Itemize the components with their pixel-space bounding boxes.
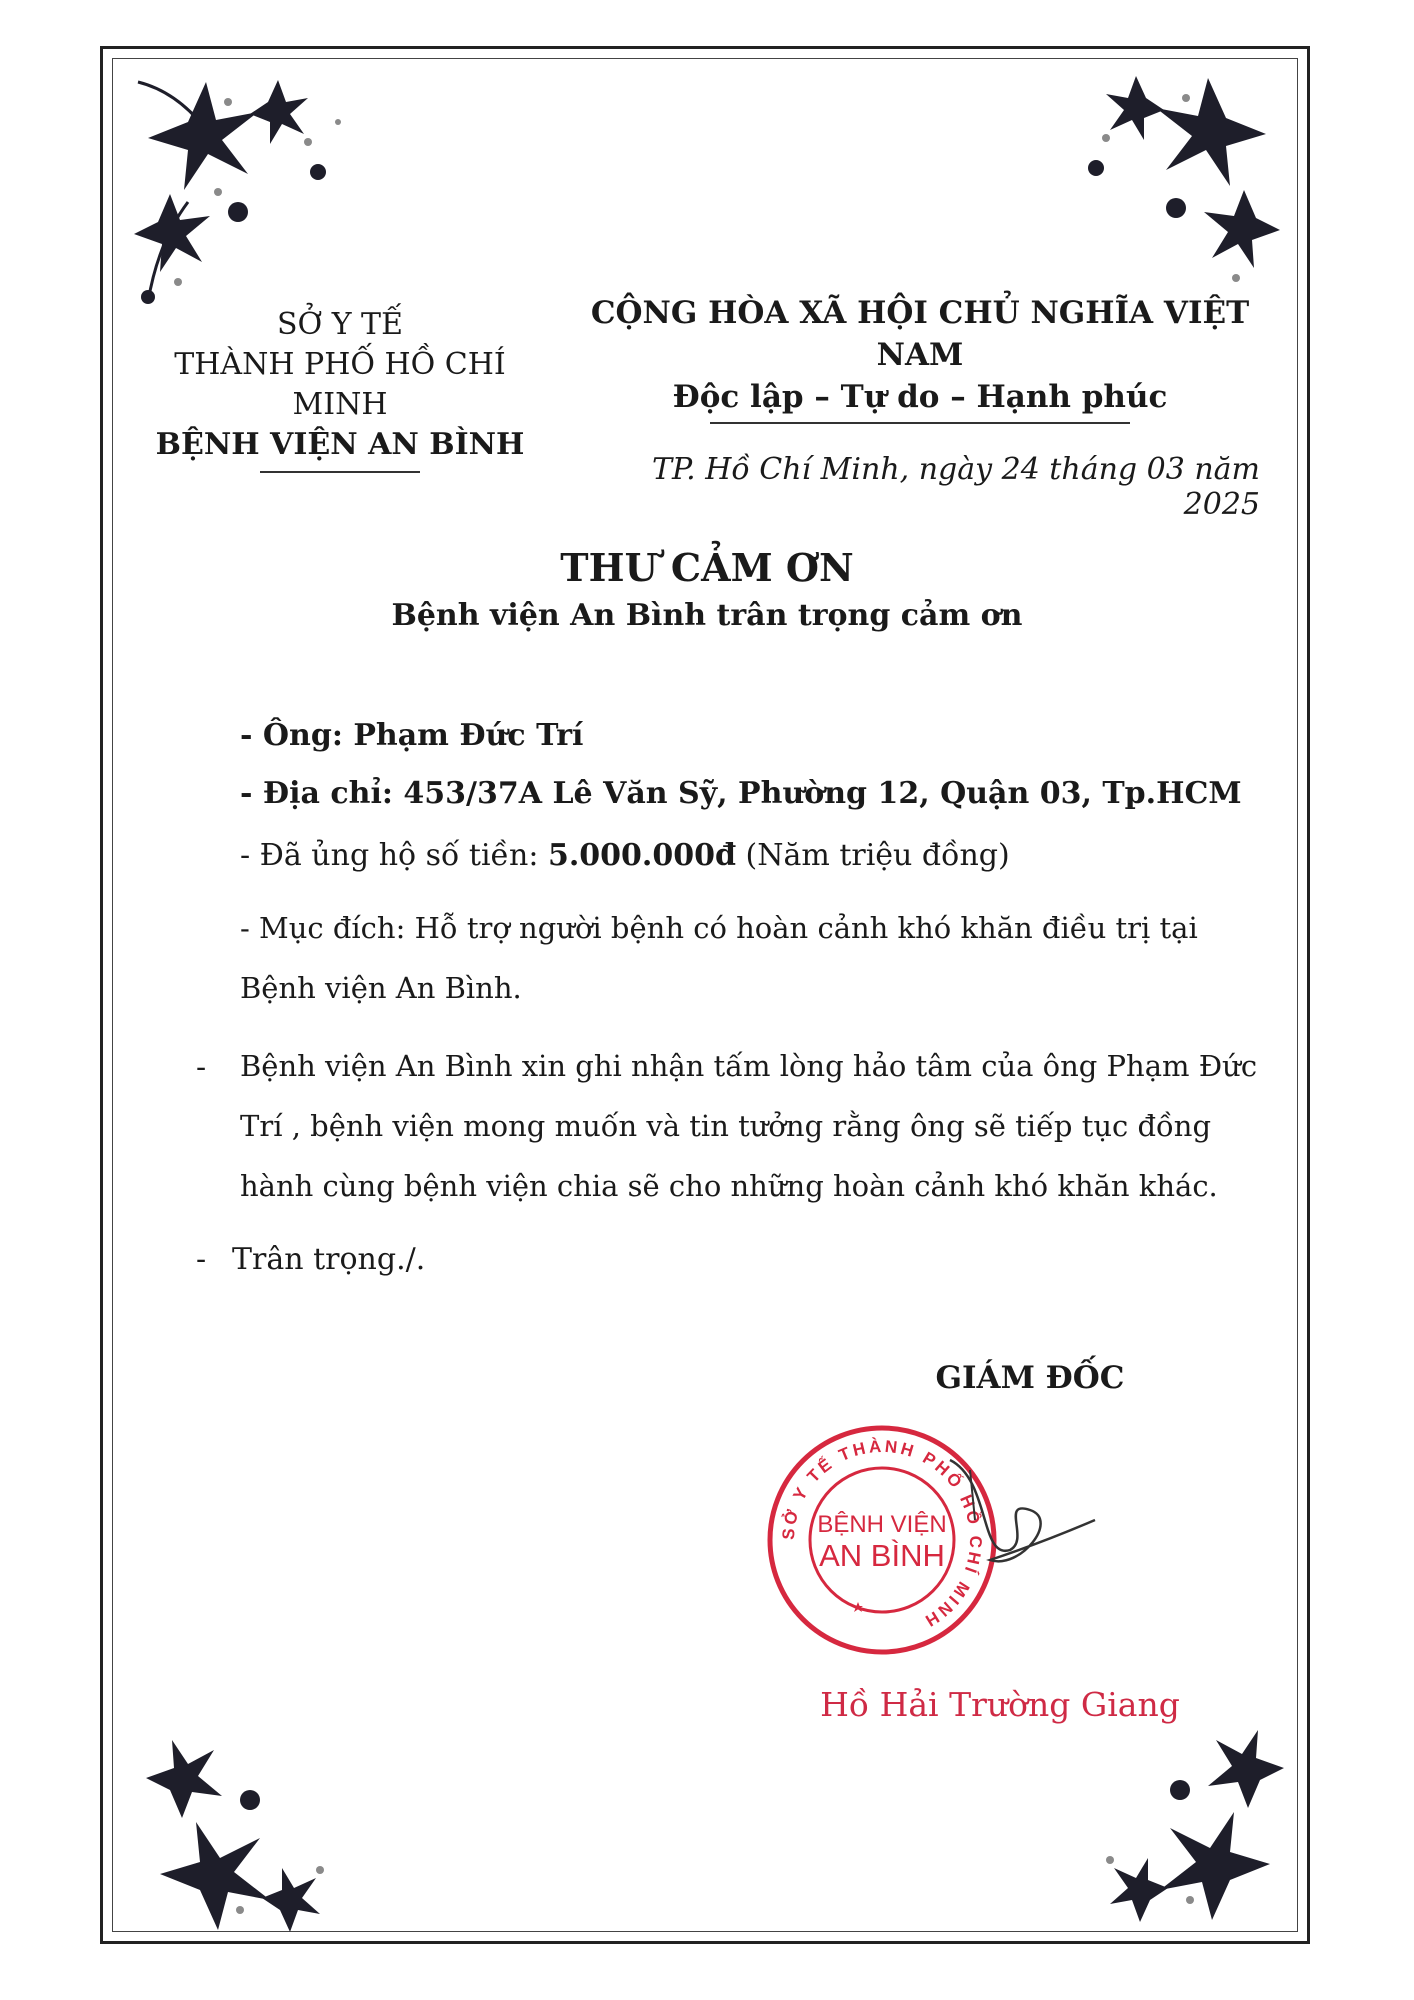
donation-purpose: - Mục đích: Hỗ trợ người bệnh có hoàn cảnh khó khăn điều trị tại Bệnh viện An Bình. [240, 911, 1198, 1005]
issuer-underline [260, 471, 420, 473]
floral-corner-top-left-icon [118, 62, 378, 322]
handwritten-signature-icon [930, 1440, 1100, 1590]
stamp-outer-text: SỞ Y TẾ THÀNH PHỐ HỒ CHÍ MINH [778, 1436, 986, 1632]
issuer-block [140, 305, 540, 473]
national-motto: Độc lập – Tự do – Hạnh phúc [672, 379, 1168, 415]
recipient-name-line [240, 718, 583, 753]
donation-amount-label: - Đã ủng hộ số tiền: [240, 838, 548, 873]
recipient-name-label: - Ông: [240, 718, 354, 753]
stamp-line-2: AN BÌNH [819, 1538, 945, 1573]
issuer-city: THÀNH PHỐ HỒ CHÍ MINH [174, 347, 506, 422]
issuer-hospital: BỆNH VIỆN AN BÌNH [155, 427, 525, 462]
donation-amount-words: (Năm triệu đồng) [735, 838, 1010, 873]
recipient-address: 453/37A Lê Văn Sỹ, Phường 12, Quận 03, Tp.HCM [403, 776, 1242, 811]
stamp-line-1: BỆNH VIỆN [817, 1511, 947, 1538]
acknowledgement-paragraph: Bệnh viện An Bình xin ghi nhận tấm lòng hảo tâm của ông Phạm Đức Trí , bệnh viện mong muốn và tin tưởng rằng ông sẽ tiếp tục đồng hành cùng bệnh viện chia sẽ cho những hoàn cảnh khó khăn khác. [240, 1049, 1258, 1203]
bullet-acknowledgement: - [196, 1050, 207, 1085]
national-title: CỘNG HÒA XÃ HỘI CHỦ NGHĨA VIỆT NAM [590, 295, 1250, 373]
recipient-address-line [240, 776, 1242, 811]
motto-underline [710, 422, 1130, 424]
donation-amount: 5.000.000đ [547, 838, 736, 873]
donation-amount-line [240, 838, 1010, 873]
recipient-address-label: - Địa chỉ: [240, 776, 404, 811]
bullet-closing: - [196, 1242, 207, 1277]
floral-corner-bottom-left-icon [130, 1690, 390, 1950]
signer-name: Hồ Hải Trường Giang [820, 1685, 1180, 1724]
document-subtitle: Bệnh viện An Bình trân trọng cảm ơn [391, 598, 1023, 633]
floral-corner-top-right-icon [1036, 58, 1296, 318]
signature-title: GIÁM ĐỐC [935, 1360, 1125, 1396]
closing-text: Trân trọng./. [232, 1242, 426, 1277]
national-motto-block [580, 292, 1260, 424]
issuer-department: SỞ Y TẾ [277, 307, 403, 342]
document-date: TP. Hồ Chí Minh, ngày 24 tháng 03 năm 2025 [652, 452, 1260, 522]
document-title: THƯ CẢM ƠN [560, 545, 854, 590]
recipient-name: Phạm Đức Trí [353, 718, 584, 753]
